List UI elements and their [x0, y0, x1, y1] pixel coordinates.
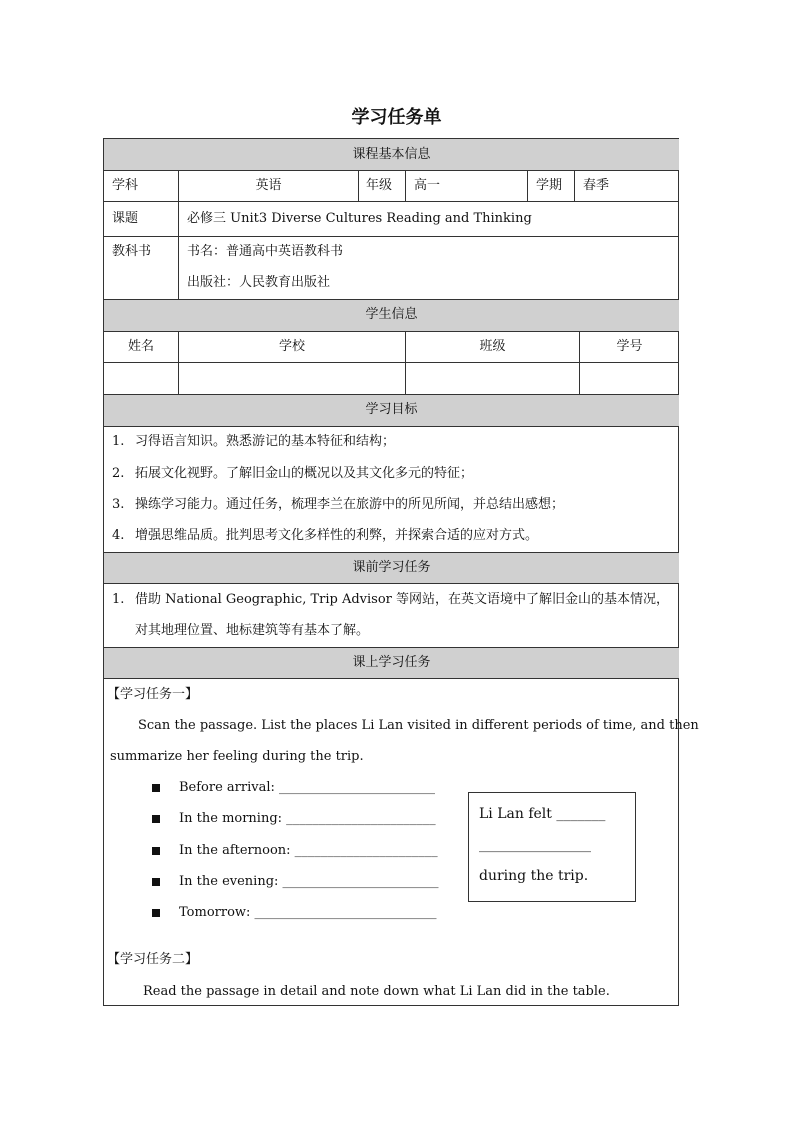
feeling-line-end: during the trip.	[479, 868, 589, 884]
bullet-square-icon	[152, 784, 160, 792]
goals-header: 学习目标	[365, 402, 418, 417]
topic-label: 课题	[112, 211, 139, 226]
bullet-square-icon	[152, 847, 160, 855]
topic-value: 必修三 Unit3 Diverse Cultures Reading and Thinking	[187, 211, 532, 226]
subject-label: 学科	[112, 178, 139, 193]
course-info-header: 课程基本信息	[352, 147, 431, 162]
col-divider	[358, 170, 359, 201]
pre-task-text: 借助 National Geographic, Trip Advisor 等网站，在英文语境中了解旧金山的基本情况，	[135, 592, 670, 607]
goal-number: 4.	[112, 528, 125, 543]
row-divider	[103, 394, 679, 395]
student-id-column-header: 学号	[616, 339, 643, 354]
row-divider	[103, 236, 679, 237]
row-divider	[103, 170, 679, 171]
bullet-square-icon	[152, 815, 160, 823]
student-info-header: 学生信息	[365, 307, 418, 322]
grade-label: 年级	[366, 178, 393, 193]
row-divider	[103, 552, 679, 553]
bullet-square-icon	[152, 909, 160, 917]
pre-class-task-header: 课前学习任务	[352, 560, 431, 575]
goal-number: 3.	[112, 497, 125, 512]
textbook-label: 教科书	[112, 244, 152, 259]
row-divider	[103, 362, 679, 363]
textbook-publisher: 出版社：人民教育出版社	[187, 275, 331, 290]
row-divider	[103, 201, 679, 202]
col-divider	[405, 170, 406, 201]
task-one-instruction-continued: summarize her feeling during the trip.	[110, 749, 364, 764]
goal-number: 1.	[112, 434, 125, 449]
feeling-blank-line: ________________	[479, 837, 591, 853]
task-two-instruction: Read the passage in detail and note down what Li Lan did in the table.	[143, 984, 610, 999]
row-divider	[103, 426, 679, 427]
pre-task-number: 1.	[112, 592, 125, 607]
bullet-square-icon	[152, 878, 160, 886]
goal-number: 2.	[112, 466, 125, 481]
school-column-header: 学校	[278, 339, 305, 354]
subject-value: 英语	[255, 178, 282, 193]
row-divider	[103, 583, 679, 584]
afternoon-blank: In the afternoon: ______________________	[179, 843, 438, 858]
evening-blank: In the evening: ________________________	[179, 874, 439, 889]
class-column-header: 班级	[479, 339, 506, 354]
textbook-name: 书名：普通高中英语教科书	[187, 244, 344, 259]
task-one-title: 【学习任务一】	[107, 687, 199, 702]
before-arrival-blank: Before arrival: ________________________	[179, 780, 436, 795]
row-divider	[103, 299, 679, 300]
name-column-header: 姓名	[127, 339, 154, 354]
pre-task-text-continued: 对其地理位置、地标建筑等有基本了解。	[135, 623, 370, 638]
goal-text: 拓展文化视野。了解旧金山的概况以及其文化多元的特征；	[135, 466, 474, 481]
term-value: 春季	[583, 178, 610, 193]
task-one-instruction: Scan the passage. List the places Li Lan visited in different periods of time, and then	[138, 718, 699, 733]
row-divider	[103, 647, 679, 648]
goal-text: 操练学习能力。通过任务，梳理李兰在旅游中的所见所闻，并总结出感想；	[135, 497, 565, 512]
goal-text: 增强思维品质。批判思考文化多样性的利弊，并探索合适的应对方式。	[135, 528, 539, 543]
task-two-title: 【学习任务二】	[107, 952, 199, 967]
in-class-task-header: 课上学习任务	[352, 655, 431, 670]
tomorrow-blank: Tomorrow: ____________________________	[179, 905, 437, 920]
col-divider	[527, 170, 528, 201]
row-divider	[103, 678, 679, 679]
col-divider	[574, 170, 575, 201]
feeling-line: Li Lan felt _______	[479, 806, 606, 822]
term-label: 学期	[536, 178, 563, 193]
page-title: 学习任务单	[351, 107, 442, 128]
morning-blank: In the morning: _______________________	[179, 811, 436, 826]
goal-text: 习得语言知识。熟悉游记的基本特征和结构；	[135, 434, 396, 449]
grade-value: 高一	[414, 178, 441, 193]
row-divider	[103, 331, 679, 332]
